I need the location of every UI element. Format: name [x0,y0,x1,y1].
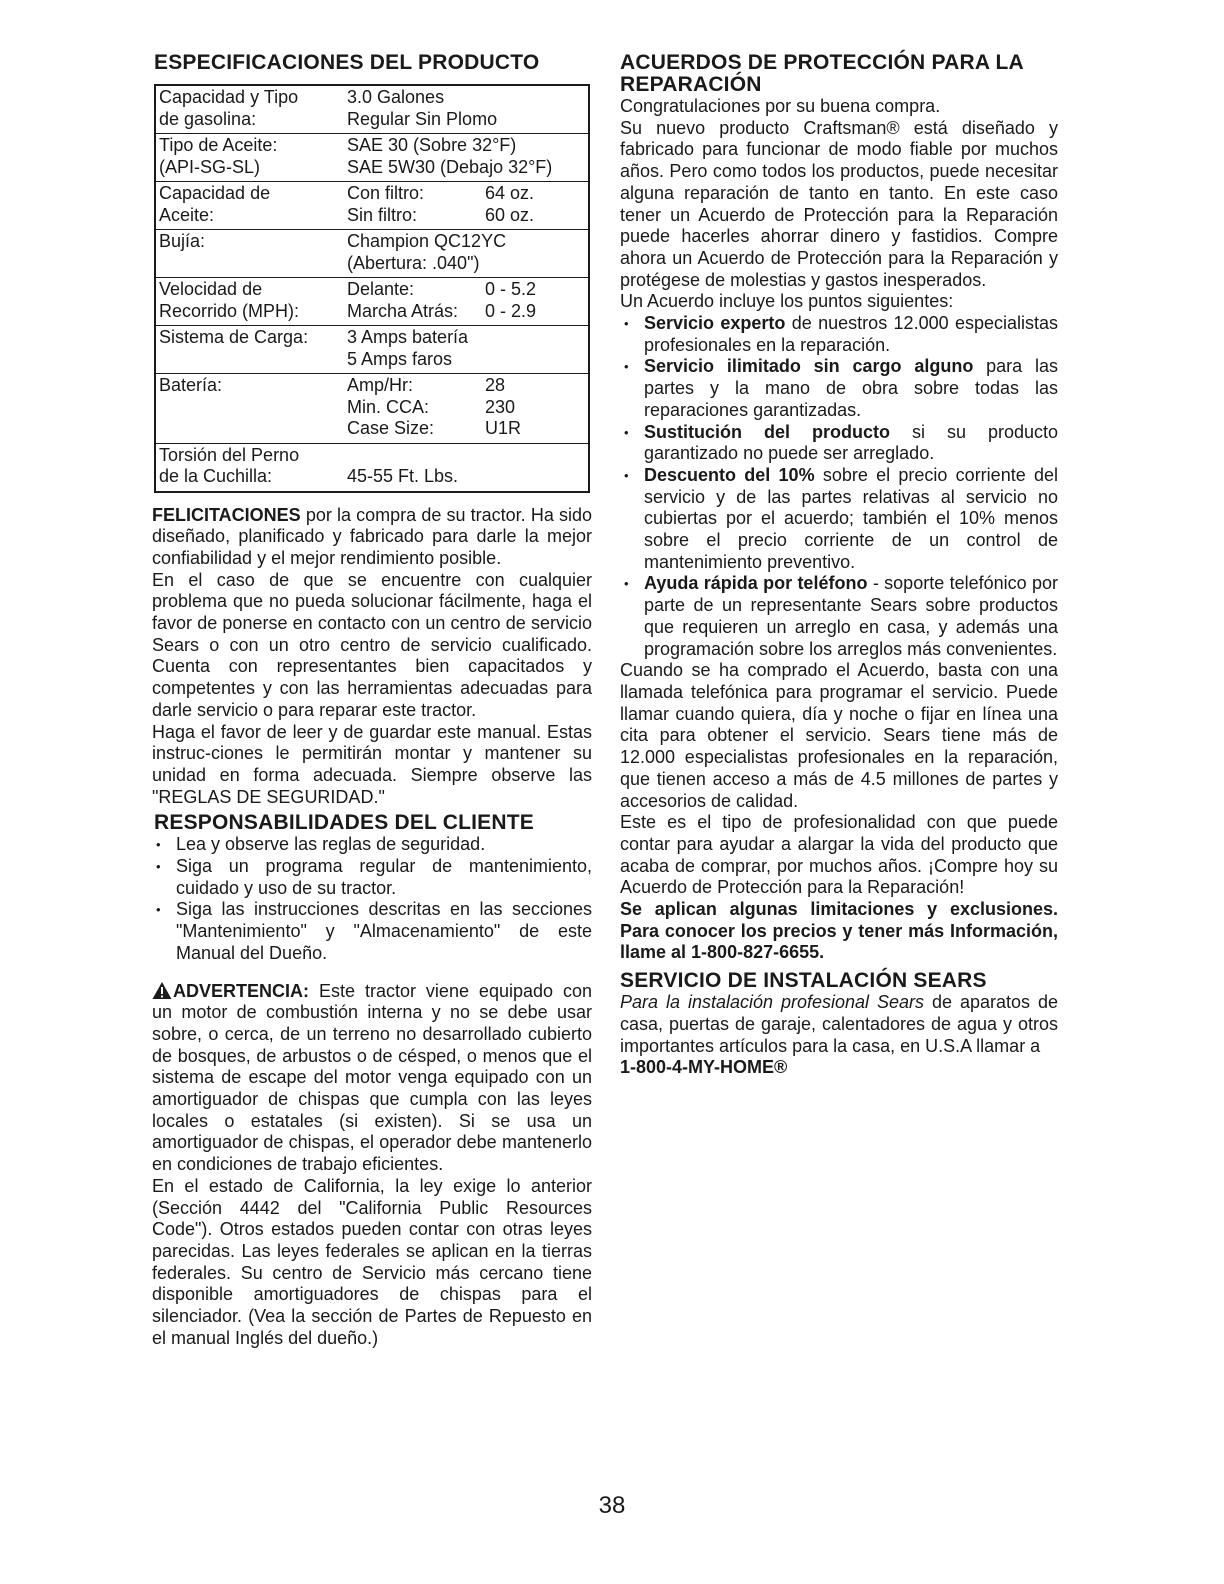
table-row [155,85,589,134]
spec-sub-row [347,418,588,440]
table-row [155,278,589,326]
spec-value [347,134,589,182]
spec-sub-label: Con filtro: [347,183,425,203]
table-row [155,374,589,444]
warning-label: ADVERTENCIA: [173,980,310,1001]
spec-value-line: 3.0 Galones [347,87,445,107]
agreement-intro: Un Acuerdo incluye los puntos siguientes: [620,291,954,312]
spec-label-line: Torsión del Perno [159,444,300,465]
installation-title: SERVICIO DE INSTALACIÓN SEARS [620,969,987,993]
installation-paragraph [620,992,1058,1057]
spec-label-line: Tipo de Aceite: [159,135,278,155]
installation-phone: 1-800-4-MY-HOME® [620,1057,788,1078]
felicitaciones-text: por la compra de su tractor. Ha sido diseñado, planificado y fabricado para darle la mejor confiabilidad y el mejor rendimiento posible. [152,504,592,568]
specs-title: ESPECIFICACIONES DEL PRODUCTO [154,51,540,74]
list-item [620,465,1058,574]
spec-sub-value: 60 oz. [485,204,535,225]
spec-label-line: de gasolina: [159,108,257,129]
spec-sub-row [347,279,588,301]
list-item-text: si su producto garantizado no puede ser arreglado. [644,421,1058,464]
spec-sub-row [347,397,588,419]
spec-sub-label: Min. CCA: [347,396,430,417]
product-paragraph: Su nuevo producto Craftsman® está diseñado y fabricado para funcionar de modo fiable por muchos años. Pero como todos los productos, puede necesitar alguna reparación de tanto en tanto. En este caso tener un Acuerdo de Protección para la Reparación puede hacerles ahorrar dinero y fastidios. Compre ahora un Acuerdo de Protección para la Reparación y protégese de molestias y gastos inesperados. [620,117,1058,290]
installation-text: de aparatos de casa, puertas de garaje, calentadores de agua y otros importantes artículos para la casa, en U.S.A llamar a [620,992,1058,1056]
warning-paragraph [152,981,592,1176]
spec-sub-label: Amp/Hr: [347,375,414,395]
spec-value-line [347,445,588,467]
service-paragraph: En el caso de que se encuentre con cualquier problema que no pueda solucionar fácilmente, haga el favor de ponerse en contacto con un centro de servicio Sears o con un otro centro de servicio cualificado. Cuenta con representantes bien capacitados y competentes y con las herramientas adecuadas para darle servicio o para reparar este tractor. [152,569,592,720]
list-item-bold: Ayuda rápida por teléfono [644,573,868,594]
installation-italic: Para la instalación profesional Sears [620,992,925,1013]
page-number: 38 [598,1492,626,1519]
spec-label-line: Velocidad de [159,279,263,299]
spec-sub-row [347,183,588,205]
spec-value-line: (Abertura: .040") [347,252,480,273]
list-item [620,313,1058,356]
protection-title: ACUERDOS DE PROTECCIÓN PARA LA REPARACIÓN [620,51,1024,96]
spec-value-line: 3 Amps batería [347,327,469,347]
responsibilities-title: RESPONSABILIDADES DEL CLIENTE [154,811,534,835]
spec-label-line: Recorrido (MPH): [159,300,300,321]
spec-value [347,278,589,326]
spec-value-line: 5 Amps faros [347,348,453,369]
spec-value [347,230,589,278]
list-item-bold: Sustitución del producto [644,421,890,442]
table-row [155,326,589,374]
spec-value-line: 45-55 Ft. Lbs. [347,466,459,486]
felicitaciones-paragraph [152,505,592,570]
left-column [152,52,592,1350]
table-row [155,134,589,182]
warning-text: Este tractor viene equipado con un motor de combustión interna y no se debe usar sobre, o cerca, de un terreno no desarrollado cubierto de bosques, de arbustos o de césped, o menos que el sistema de escape del motor venga equipado con un amortiguador de chispas que cumpla con las leyes locales o estatales (si existen). Si se usa un amortiguador de chispas, el operador debe mantenerlo en condiciones de trabajo eficientes. [152,980,592,1175]
list-item [620,573,1058,660]
spec-sub-row [347,301,588,323]
spec-value [347,182,589,230]
limitations-paragraph: Se aplican algunas limitaciones y exclusiones. Para conocer los precios y tener más Información, llame al 1-800-827-6655. [620,899,1058,963]
right-column [620,52,1058,1079]
specs-table [154,84,590,493]
spec-sub-label: Delante: [347,279,415,299]
spec-sub-label: Marcha Atrás: [347,300,459,321]
spec-label-line: Capacidad de [159,183,271,203]
spec-label [155,85,347,134]
list-item-bold: Descuento del 10% [644,464,815,485]
spec-sub-value: 0 - 5.2 [485,279,537,299]
manual-paragraph: Haga el favor de leer y de guardar este manual. Estas instruc-ciones le permitirán montar y mantener su unidad en forma adecuada. Siempre observe las "REGLAS DE SEGURIDAD." [152,721,592,807]
warning-triangle-icon [152,981,172,1000]
spec-label-line: Aceite: [159,204,215,225]
spec-value [347,374,589,444]
spec-label [155,326,347,374]
list-item [620,422,1058,465]
list-item: • Siga un programa regular de mantenimiento, cuidado y uso de su tractor. [152,856,592,899]
spec-value [347,85,589,134]
spec-label [155,134,347,182]
list-item-text: de nuestros 12.000 especialistas profesionales en la reparación. [644,313,1059,355]
spec-value-line: Champion QC12YC [347,231,507,251]
california-paragraph: En el estado de California, la ley exige lo anterior (Sección 4442 del "California Public Resources Code"). Otros estados pueden contar con otras leyes parecidas. Las leyes federales se aplican en la tierras federales. Su centro de Servicio más cercano tiene disponible amortiguadores de chispas para el silenciador. (Vea la sección de Partes de Repuesto en el manual Inglés del dueño.) [152,1175,592,1348]
spec-sub-value: 0 - 2.9 [485,300,537,321]
spec-label-line: de la Cuchilla: [159,466,273,486]
professionalism-paragraph: Este es el tipo de profesionalidad con que puede contar para ayudar a alargar la vida del producto que acaba de comprar, por muchos años. ¡Compre hoy su Acuerdo de Protección para la Reparación! [620,812,1058,898]
table-row [155,443,589,492]
list-item: • Lea y observe las reglas de seguridad. [152,834,592,856]
spec-sub-value: 64 oz. [485,183,535,203]
purchase-paragraph: Cuando se ha comprado el Acuerdo, basta con una llamada telefónica para programar el servicio. Puede llamar cuando quiera, día y noche o fijar en línea una cita para obtener el servicio. Sears tiene más de 12.000 especialistas profesionales en la reparación, que tienen acceso a más de 4.5 millones de partes y accesorios de calidad. [620,660,1058,811]
spec-label-line: (API-SG-SL) [159,156,261,177]
spec-sub-value: 28 [485,375,506,395]
spec-label [155,278,347,326]
list-item-text: sobre el precio corriente del servicio y de las partes relativas al servicio no cubiertas por el acuerdo; también el 10% menos sobre el precio corriente de un control de mantenimiento preventivo. [644,464,1058,572]
spec-sub-value: 230 [485,396,516,417]
responsibilities-list [152,834,592,964]
felicitaciones-label: FELICITACIONES [152,504,301,525]
spec-label-line: Bujía: [159,231,206,251]
spec-label-line: Capacidad y Tipo [159,87,299,107]
spec-sub-row [347,205,588,227]
list-item-bold: Servicio experto [644,313,786,334]
list-item-text: para las partes y la mano de obra sobre todas las reparaciones garantizadas. [644,356,1058,420]
list-item-text: - soporte telefónico por parte de un representante Sears sobre productos que requieren un arreglo en casa, y además una programación sobre los arreglos más convenientes. [644,573,1059,659]
spec-sub-row [347,375,588,397]
spec-value [347,443,589,492]
spec-sub-label: Case Size: [347,418,435,438]
spec-label [155,230,347,278]
congrats-paragraph: Congratulaciones por su buena compra. [620,96,941,116]
list-item [620,356,1058,421]
table-row [155,230,589,278]
spec-label-line: Sistema de Carga: [159,327,309,347]
spec-value-line: SAE 5W30 (Debajo 32°F) [347,156,553,177]
table-row [155,182,589,230]
spec-sub-value: U1R [485,418,522,438]
list-item: • Siga las instrucciones descritas en las secciones "Mantenimiento" y "Almacenamiento" de este Manual del Dueño. [152,899,592,964]
spec-label-line: Batería: [159,375,223,395]
spec-label [155,443,347,492]
spec-value [347,326,589,374]
agreement-list [620,313,1058,660]
list-item-bold: Servicio ilimitado sin cargo alguno [644,356,974,377]
spec-value-line: SAE 30 (Sobre 32°F) [347,135,517,155]
spec-sub-label: Sin filtro: [347,204,418,225]
spec-label [155,374,347,444]
spec-value-line: Regular Sin Plomo [347,108,498,129]
spec-label [155,182,347,230]
